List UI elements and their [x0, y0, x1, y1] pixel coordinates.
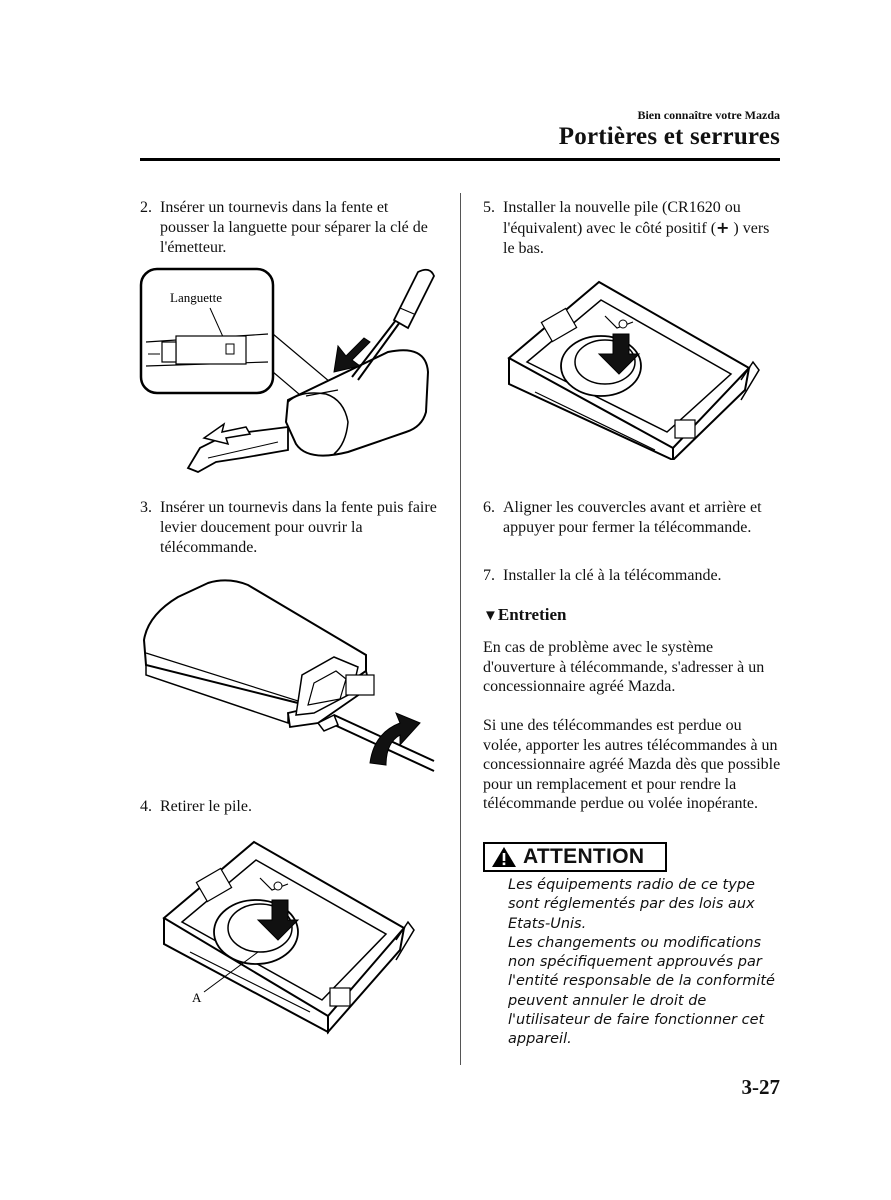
step-4	[140, 797, 440, 817]
step-6	[483, 498, 783, 538]
step-number: 5.	[483, 199, 495, 216]
figure-battery-removal	[160, 840, 420, 1035]
triangle-marker-icon: ▼	[483, 608, 498, 624]
attention-line: Les équipements radio de ce type	[508, 877, 755, 893]
step-number: 4.	[140, 798, 152, 815]
figure-pry-open	[138, 575, 440, 780]
step-number: 6.	[483, 499, 495, 516]
page-title: Portières et serrures	[558, 123, 780, 150]
page-number: 3-27	[741, 1075, 780, 1099]
section-heading-text: Entretien	[497, 605, 567, 624]
step-7	[483, 566, 783, 586]
fig1-label: Languette	[170, 290, 222, 305]
step-2	[140, 198, 440, 258]
fig4-label: A	[192, 990, 202, 1005]
header-subtitle: Bien connaître votre Mazda	[637, 108, 780, 122]
step-text: Installer la clé à la télécommande.	[503, 567, 722, 584]
column-divider	[460, 193, 461, 1065]
attention-text	[508, 876, 788, 1050]
attention-line: appareil.	[508, 1031, 572, 1048]
step-number: 3.	[140, 499, 152, 516]
figure-key-separation	[138, 262, 440, 490]
attention-label: ATTENTION	[523, 845, 645, 868]
paragraph-1: En cas de problème avec le système d'ouverture à télécommande, s'adresser à un concessionnaire agréé Mazda.	[483, 639, 765, 695]
warning-triangle-icon	[491, 846, 517, 868]
step-text: Installer la nouvelle pile (CR1620 ou l'équivalent) avec le côté positif (+ ) vers le bas.	[503, 199, 770, 257]
step-number: 7.	[483, 567, 495, 584]
plus-symbol: +	[716, 218, 730, 237]
attention-line: Etats-Unis.	[508, 915, 587, 932]
step-text: Insérer un tournevis dans la fente et pousser la languette pour séparer la clé de l'émetteur.	[160, 199, 428, 256]
attention-line: peuvent annuler le droit de	[508, 992, 707, 1009]
attention-line: sont réglementés par des lois aux	[508, 896, 755, 913]
attention-line: Les changements ou modifications	[508, 934, 762, 951]
step-number: 2.	[140, 199, 152, 216]
step-text: Retirer le pile.	[160, 798, 252, 815]
step-text: Insérer un tournevis dans la fente puis faire levier doucement pour ouvrir la télécommande.	[160, 499, 437, 556]
attention-box	[483, 842, 667, 872]
header-rule	[140, 158, 780, 161]
attention-line: non spécifiquement approuvés par	[508, 954, 762, 971]
paragraph-2: Si une des télécommandes est perdue ou volée, apporter les autres télécommandes à un concessionnaire agréé Mazda dès que possible pour un remplacement et pour rendre la télécommande perdue ou volée inopérante.	[483, 717, 781, 812]
attention-line: l'entité responsable de la conformité	[508, 973, 775, 990]
attention-line: l'utilisateur de faire fonctionner cet	[508, 1012, 765, 1029]
figure-battery-install	[505, 280, 765, 460]
step-text: Aligner les couvercles avant et arrière et appuyer pour fermer la télécommande.	[503, 499, 762, 536]
step-5	[483, 198, 783, 259]
step-3	[140, 498, 440, 558]
section-heading	[483, 605, 566, 625]
